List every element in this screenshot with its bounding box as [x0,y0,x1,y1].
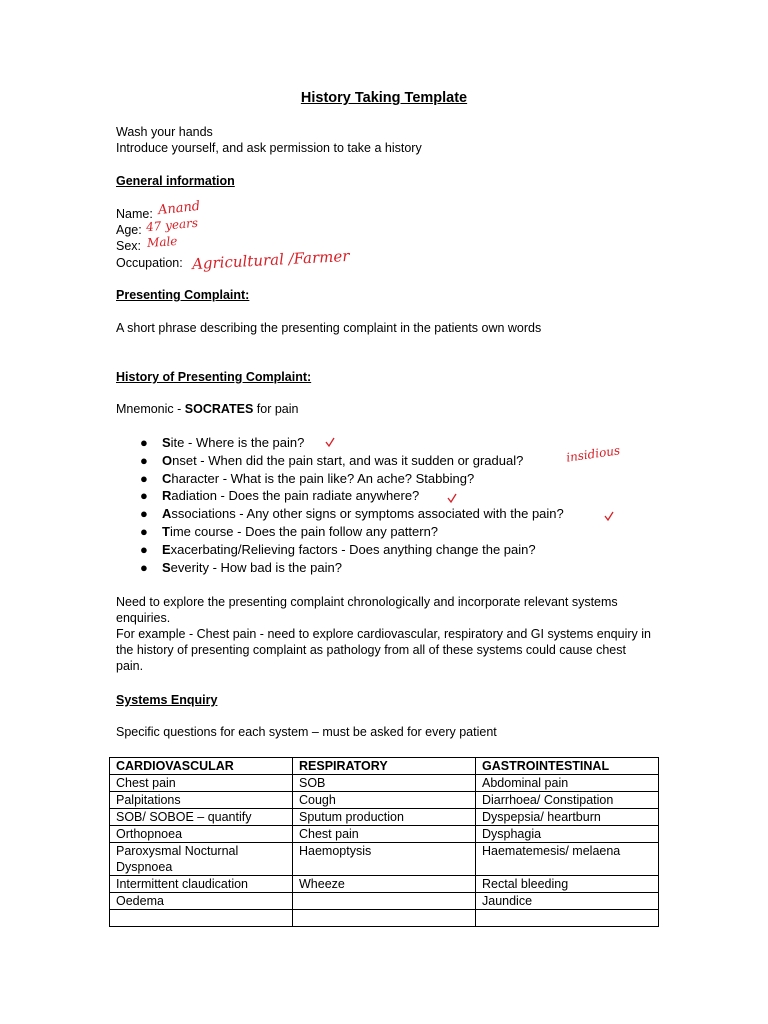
sex-label: Sex: [116,239,142,253]
intro-line-wash: Wash your hands [116,125,213,139]
explore-paragraph: Need to explore the presenting complaint chronologically and incorporate relevant systems enquiries. [116,595,618,625]
mnemonic-prefix: Mnemonic - [116,402,185,416]
table-row [110,809,659,826]
table-cell: Chest pain [293,826,476,843]
table-cell: SOB [293,775,476,792]
intro-line-introduce: Introduce yourself, and ask permission to take a history [116,141,422,155]
bullet-icon: ● [140,559,148,575]
mnemonic-socrates: SOCRATES [184,402,254,416]
general-information-heading: General information [116,174,235,188]
socrates-item: ● Time course - Does the pain follow any pattern? [140,523,439,539]
table-cell: Cough [293,792,476,809]
table-row [110,910,659,927]
socrates-item: ● Character - What is the pain like? An ache? Stabbing? [140,470,475,486]
table-row [110,843,659,876]
bullet-icon: ● [140,506,148,522]
onset-handwritten-note: insidious [565,443,621,465]
socrates-item: ● Exacerbating/Relieving factors - Does anything change the pain? [140,541,536,557]
column-header: CARDIOVASCULAR [110,758,293,775]
socrates-item: ● Associations - Any other signs or symptoms associated with the pain? [140,506,564,522]
table-cell: Palpitations [110,792,293,809]
table-cell: Diarrhoea/ Constipation [476,792,659,809]
hpc-heading: History of Presenting Complaint: [116,370,312,384]
handwritten-tick-icon [324,436,336,448]
mnemonic-suffix: for pain [253,402,299,416]
age-label: Age: [116,223,142,237]
table-cell [110,910,293,927]
presenting-complaint-heading: Presenting Complaint: [116,288,250,302]
occupation-label: Occupation: [116,256,183,270]
mnemonic-line [116,401,298,417]
handwritten-tick-icon [603,510,615,522]
socrates-list [140,434,564,576]
table-cell: Abdominal pain [476,775,659,792]
table-cell: Sputum production [293,809,476,826]
table-cell: Dysphagia [476,826,659,843]
table-cell: SOB/ SOBOE – quantify [110,809,293,826]
column-header: GASTROINTESTINAL [476,758,659,775]
table-cell: Jaundice [476,893,659,910]
socrates-item: ● Severity - How bad is the pain? [140,559,342,575]
table-row [110,876,659,893]
bullet-icon: ● [140,470,148,486]
name-label: Name: [116,207,153,221]
table-cell [476,910,659,927]
table-cell [293,893,476,910]
systems-table [109,757,659,927]
bullet-icon: ● [140,435,148,450]
table-cell: Paroxysmal Nocturnal Dyspnoea [110,843,293,876]
table-cell: Chest pain [110,775,293,792]
occupation-handwritten-value: Agricultural /Farmer [191,246,350,274]
table-row [110,775,659,792]
table-cell: Orthopnoea [110,826,293,843]
socrates-item: ● Onset - When did the pain start, and was it sudden or gradual? [140,452,524,468]
column-header: RESPIRATORY [293,758,476,775]
systems-enquiry-heading: Systems Enquiry [116,693,218,707]
systems-enquiry-intro: Specific questions for each system – must be asked for every patient [116,725,497,739]
table-header-row [110,758,659,775]
page-title: History Taking Template [300,90,468,106]
table-row [110,826,659,843]
table-row [110,893,659,910]
example-paragraph: For example - Chest pain - need to explore cardiovascular, respiratory and GI systems enquiry in the history of presenting complaint as pathology from all of these systems could cause chest pain. [116,627,651,673]
socrates-item: ● Site - Where is the pain? [140,435,305,450]
table-cell: Rectal bleeding [476,876,659,893]
bullet-icon: ● [140,452,148,468]
presenting-complaint-text: A short phrase describing the presenting complaint in the patients own words [116,321,542,335]
name-handwritten-value: Anand [157,198,201,219]
table-cell: Wheeze [293,876,476,893]
bullet-icon: ● [140,523,148,539]
table-cell: Haemoptysis [293,843,476,876]
table-cell [293,910,476,927]
bullet-icon: ● [140,488,148,504]
table-row [110,792,659,809]
sex-handwritten-value: Male [146,233,178,251]
table-cell: Oedema [110,893,293,910]
bullet-icon: ● [140,541,148,557]
table-cell: Dyspepsia/ heartburn [476,809,659,826]
table-cell: Haematemesis/ melaena [476,843,659,876]
age-handwritten-value: 47 years [145,215,199,235]
socrates-item: ● Radiation - Does the pain radiate anywhere? [140,488,420,504]
table-cell: Intermittent claudication [110,876,293,893]
handwritten-tick-icon [446,492,458,504]
